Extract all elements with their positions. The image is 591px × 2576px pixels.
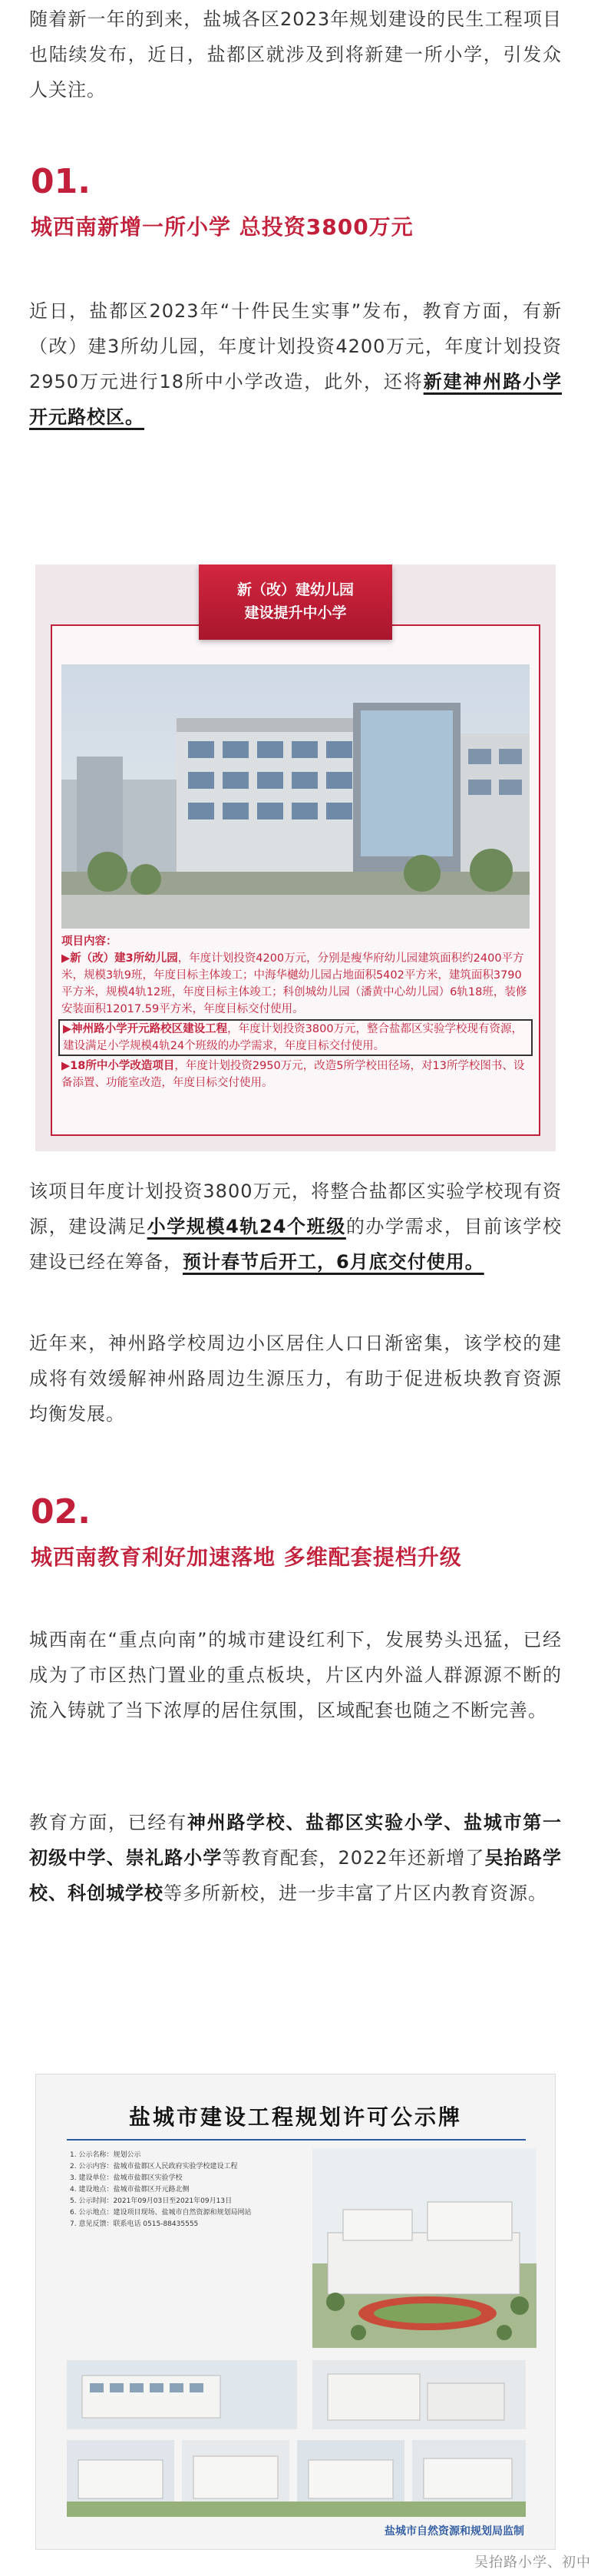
permit-info <box>70 2150 323 2230</box>
section1-paragraph-2-text-a: 该项目年度计划投资3800万元，将整合盐都区实验学校现有资源，建设满足 <box>29 1180 562 1237</box>
section2-paragraph-2-emphasis-b: 吴抬路学校、科创城学校 <box>29 1847 563 1904</box>
school-building-photo <box>61 664 530 929</box>
project-item-3-text: ，年度计划投资2950万元，改造5所学校田径场，对13所学校图书、设备添置、功能室改造，年度目标交付使用。 <box>61 1060 525 1089</box>
project-item-2-text: ，年度计划投资3800万元，整合盐都区实验学校现有资源，建设满足小学规模4轨24个班级的办学需求，年度目标交付使用。 <box>63 1023 523 1052</box>
project-item-2-title: ▶神州路小学开元路校区建设工程 <box>63 1023 228 1035</box>
permit-line: 4. 建设地点：盐城市盐都区开元路北侧 <box>70 2186 190 2194</box>
banner-line-1: 新（改）建幼儿园 <box>236 581 354 598</box>
project-contents <box>61 933 530 1091</box>
section-number-1: 01. <box>31 162 91 201</box>
banner-line-2: 建设提升中小学 <box>244 604 347 621</box>
project-item-1 <box>61 950 530 1018</box>
project-item-2 <box>58 1019 533 1056</box>
permit-divider <box>67 2139 526 2141</box>
section1-paragraph-1-text: 近日，盐都区2023年“十件民生实事”发布，教育方面，有新（改）建3所幼儿园，年度计划投资4200万元，年度计划投资2950万元进行18所中小学改造，此外，还将 <box>29 300 562 392</box>
site-plan-render <box>312 2148 537 2348</box>
section-heading-1: 城西南新增一所小学 总投资3800万元 <box>31 214 414 240</box>
project-item-3-title: ▶18所中小学改造项目 <box>61 1060 175 1072</box>
section2-paragraph-2-text-a: 教育方面，已经有 <box>29 1812 187 1833</box>
project-item-1-text: ，年度计划投资4200万元，分别是瘦华府幼儿园建筑面积约2400平方米，规模3轨9班，年度目标主体竣工；中海华樾幼儿园占地面积5402平方米，建筑面积3790平方米，规模4轨12班，年度目标主体竣工；科创城幼儿园（潘黄中心幼儿园）6轨18班，装修安装面积12017.59平方米，年度目标交付使用。 <box>61 952 527 1015</box>
section1-paragraph-1-emphasis: 新建神州路小学开元路校区。 <box>29 371 562 428</box>
card-banner <box>199 565 392 640</box>
permit-line: 5. 公示时间：2021年09月03日至2021年09月13日 <box>70 2197 233 2205</box>
section1-paragraph-1 <box>29 293 562 435</box>
section1-paragraph-2-emphasis-a: 小学规模4轨24个班级 <box>147 1216 346 1237</box>
permit-title: 盐城市建设工程规划许可公示牌 <box>128 2104 462 2130</box>
permit-line: 2. 公示内容：盐城市盐都区人民政府实验学校建设工程 <box>70 2163 238 2170</box>
permit-footer: 盐城市自然资源和规划局监制 <box>385 2525 524 2538</box>
infographic-card <box>35 565 556 1151</box>
section2-paragraph-2-text-b: 等教育配套，2022年还新增了 <box>222 1847 485 1869</box>
section-heading-2: 城西南教育利好加速落地 多维配套提档升级 <box>31 1545 462 1570</box>
section2-paragraph-2-emphasis-a: 神州路学校、盐都区实验小学、盐城市第一初级中学、崇礼路小学 <box>29 1812 563 1869</box>
permit-line: 7. 意见反馈：联系电话 0515-88435555 <box>70 2220 199 2228</box>
project-item-3 <box>61 1058 530 1091</box>
building-renderings <box>67 2360 526 2521</box>
permit-line: 1. 公示名称：规划公示 <box>70 2151 141 2159</box>
section2-paragraph-2 <box>29 1805 562 1911</box>
section-number-2: 02. <box>31 1492 91 1531</box>
section1-paragraph-2-emphasis-b: 预计春节后开工，6月底交付使用。 <box>183 1251 484 1273</box>
section1-paragraph-3: 近年来，神州路学校周边小区居住人口日渐密集，该学校的建成将有效缓解神州路周边生源压力，有助于促进板块教育资源均衡发展。 <box>29 1333 562 1425</box>
planning-permit-board <box>35 2074 556 2550</box>
image-caption: 吴抬路小学、初中 <box>474 2554 591 2571</box>
section2-paragraph-1: 城西南在“重点向南”的城市建设红利下，发展势头迅猛，已经成为了市区热门置业的重点板块，片区内外溢人群源源不断的流入铸就了当下浓厚的居住氛围，区域配套也随之不断完善。 <box>29 1629 562 1721</box>
projects-title: 项目内容： <box>61 935 117 948</box>
section1-paragraph-2 <box>29 1174 562 1280</box>
intro-paragraph: 随着新一年的到来，盐城各区2023年规划建设的民生工程项目也陆续发布，近日，盐都区就涉及到将新建一所小学，引发众人关注。 <box>29 8 562 101</box>
project-item-1-title: ▶新（改）建3所幼儿园 <box>61 952 178 965</box>
permit-line: 3. 建设单位：盐城市盐都区实验学校 <box>70 2174 183 2182</box>
section2-paragraph-2-text-c: 等多所新校，进一步丰富了片区内教育资源。 <box>163 1882 547 1904</box>
permit-line: 6. 公示地点：建设项目现场、盐城市自然资源和规划局网站 <box>70 2209 252 2217</box>
section1-paragraph-2-text-b: 的办学需求，目前该学校建设已经在筹备， <box>29 1216 563 1273</box>
